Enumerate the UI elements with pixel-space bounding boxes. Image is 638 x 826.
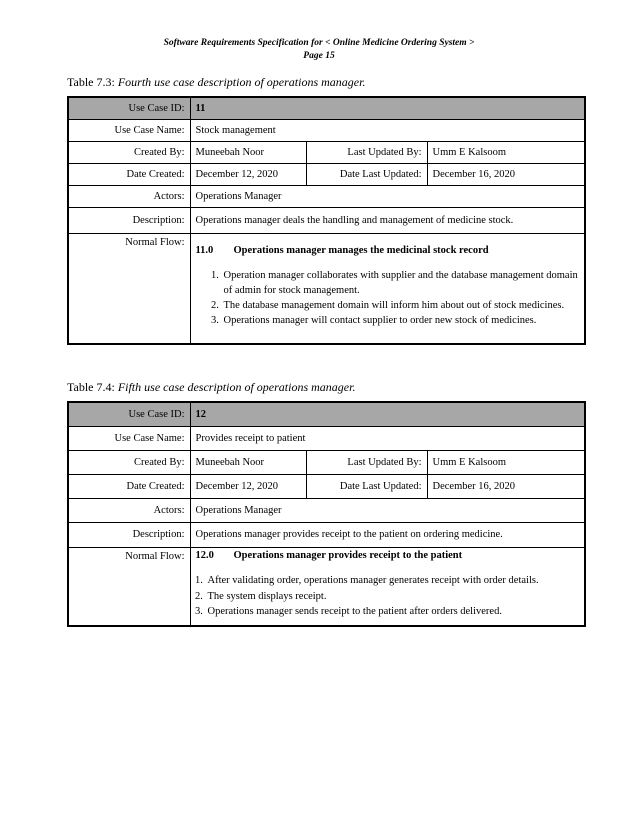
flow-steps bbox=[196, 268, 580, 328]
created-by-value: Muneebah Noor bbox=[190, 141, 306, 163]
flow-steps bbox=[196, 573, 580, 620]
date-last-updated-label: Date Last Updated: bbox=[306, 163, 427, 185]
flow-step: 2. The system displays receipt. bbox=[206, 589, 580, 605]
document-title: Software Requirements Specification for < Online Medicine Ordering System > bbox=[163, 38, 475, 48]
use-case-id-row bbox=[68, 402, 585, 426]
description-value: Operations manager provides receipt to the patient on ordering medicine. bbox=[190, 522, 585, 547]
flow-heading bbox=[196, 244, 580, 258]
flow-step: 2. The database management domain will inform him about out of stock medicines. bbox=[222, 298, 580, 313]
flow-heading bbox=[196, 549, 580, 563]
table-caption-title: Fourth use case description of operations manager. bbox=[117, 75, 366, 89]
last-updated-by-label: Last Updated By: bbox=[306, 450, 427, 474]
actors-label: Actors: bbox=[68, 498, 190, 522]
flow-step: 3. Operations manager sends receipt to the patient after orders delivered. bbox=[206, 604, 580, 620]
table-caption-number: Table 7.4: bbox=[67, 380, 118, 394]
table-caption bbox=[67, 75, 365, 89]
created-by-label: Created By: bbox=[68, 450, 190, 474]
use-case-name-label: Use Case Name: bbox=[68, 119, 190, 141]
table-caption-title: Fifth use case description of operations manager. bbox=[117, 380, 356, 394]
last-updated-by-label: Last Updated By: bbox=[306, 141, 427, 163]
use-case-table bbox=[67, 96, 586, 345]
actors-value: Operations Manager bbox=[190, 185, 585, 207]
date-created-label: Date Created: bbox=[68, 474, 190, 498]
actors-value: Operations Manager bbox=[190, 498, 585, 522]
last-updated-by-value: Umm E Kalsoom bbox=[427, 450, 585, 474]
normal-flow-label: Normal Flow: bbox=[68, 233, 190, 344]
use-case-id-row bbox=[68, 97, 585, 119]
created-by-label: Created By: bbox=[68, 141, 190, 163]
use-case-name-row bbox=[68, 426, 585, 450]
date-row bbox=[68, 474, 585, 498]
use-case-name-value: Stock management bbox=[190, 119, 585, 141]
flow-step: 1. Operation manager collaborates with supplier and the database management domain of admin for stock management. bbox=[222, 268, 580, 298]
normal-flow-row bbox=[68, 233, 585, 344]
page-number: Page 15 bbox=[303, 51, 335, 61]
date-created-value: December 12, 2020 bbox=[190, 163, 306, 185]
table-caption bbox=[67, 380, 355, 394]
page-header bbox=[0, 37, 638, 63]
flow-step: 1. After validating order, operations manager generates receipt with order details. bbox=[206, 573, 580, 589]
date-last-updated-label: Date Last Updated: bbox=[306, 474, 427, 498]
flow-step: 3. Operations manager will contact supplier to order new stock of medicines. bbox=[222, 313, 580, 328]
date-row bbox=[68, 163, 585, 185]
use-case-id-value: 12 bbox=[190, 402, 585, 426]
normal-flow-content bbox=[190, 547, 585, 626]
date-last-updated-value: December 16, 2020 bbox=[427, 163, 585, 185]
date-created-value: December 12, 2020 bbox=[190, 474, 306, 498]
last-updated-by-value: Umm E Kalsoom bbox=[427, 141, 585, 163]
created-by-row bbox=[68, 141, 585, 163]
description-label: Description: bbox=[68, 522, 190, 547]
use-case-id-value: 11 bbox=[190, 97, 585, 119]
flow-title: Operations manager manages the medicinal stock record bbox=[233, 245, 489, 257]
normal-flow-content bbox=[190, 233, 585, 344]
use-case-name-label: Use Case Name: bbox=[68, 426, 190, 450]
actors-row bbox=[68, 185, 585, 207]
created-by-row bbox=[68, 450, 585, 474]
actors-row bbox=[68, 498, 585, 522]
use-case-table bbox=[67, 401, 586, 627]
description-label: Description: bbox=[68, 207, 190, 233]
normal-flow-label: Normal Flow: bbox=[68, 547, 190, 626]
date-last-updated-value: December 16, 2020 bbox=[427, 474, 585, 498]
normal-flow-row bbox=[68, 547, 585, 626]
flow-title: Operations manager provides receipt to the patient bbox=[233, 550, 463, 561]
created-by-value: Muneebah Noor bbox=[190, 450, 306, 474]
table-caption-number: Table 7.3: bbox=[67, 75, 118, 89]
use-case-id-label: Use Case ID: bbox=[68, 402, 190, 426]
flow-number: 11.0 bbox=[195, 245, 214, 257]
date-created-label: Date Created: bbox=[68, 163, 190, 185]
flow-number: 12.0 bbox=[195, 550, 214, 561]
use-case-name-row bbox=[68, 119, 585, 141]
actors-label: Actors: bbox=[68, 185, 190, 207]
use-case-id-label: Use Case ID: bbox=[68, 97, 190, 119]
description-value: Operations manager deals the handling and management of medicine stock. bbox=[190, 207, 585, 233]
description-row bbox=[68, 522, 585, 547]
description-row bbox=[68, 207, 585, 233]
use-case-name-value: Provides receipt to patient bbox=[190, 426, 585, 450]
